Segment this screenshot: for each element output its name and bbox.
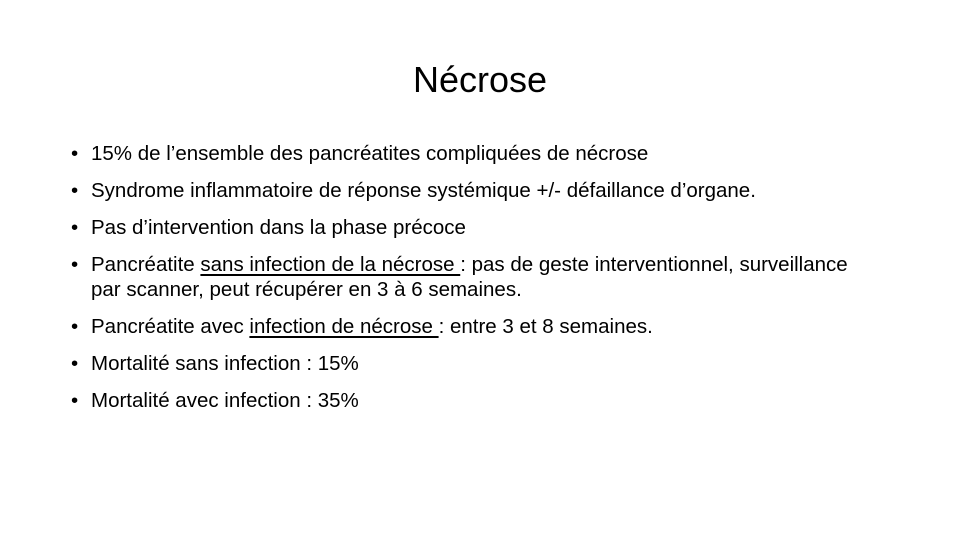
bullet-item	[71, 252, 871, 302]
bullet-text: Mortalité avec infection : 35%	[91, 389, 359, 412]
slide-title	[0, 56, 960, 104]
bullet-item	[71, 141, 871, 166]
bullet-text-underlined: sans infection de la nécrose	[200, 253, 461, 276]
bullet-text-prefix: Pancréatite avec	[91, 315, 250, 338]
bullet-text: Syndrome inflammatoire de réponse systémique +/- défaillance d’organe.	[91, 179, 756, 202]
bullet-item	[71, 178, 871, 203]
slide-title-text: Nécrose	[412, 59, 548, 100]
bullet-text-prefix: Pancréatite	[91, 253, 201, 276]
bullet-item	[71, 215, 871, 240]
bullet-list	[71, 141, 871, 425]
bullet-text-underlined: infection de nécrose	[249, 315, 439, 338]
bullet-text-suffix: : pas de geste interventionnel, surveillance par scanner, peut récupérer en 3 à 6 semaines.	[91, 253, 848, 301]
bullet-text: Mortalité sans infection : 15%	[91, 352, 359, 375]
bullet-text: 15% de l’ensemble des pancréatites compliquées de nécrose	[91, 142, 649, 165]
bullet-text: Pas d’intervention dans la phase précoce	[91, 216, 466, 239]
bullet-item	[71, 351, 871, 376]
bullet-item	[71, 388, 871, 413]
bullet-text-suffix: : entre 3 et 8 semaines.	[438, 315, 653, 338]
bullet-item	[71, 314, 871, 339]
